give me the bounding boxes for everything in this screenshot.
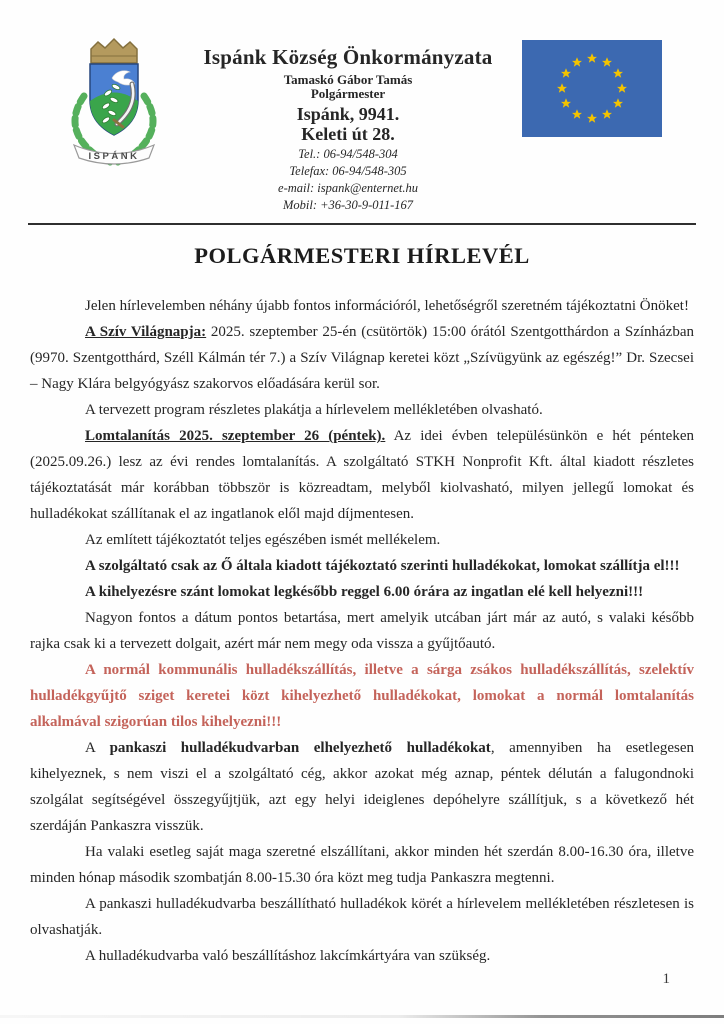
paragraph <box>30 605 694 657</box>
text-run: Jelen hírlevelemben néhány újabb fontos információról, lehetőségről szeretném tájékoztatni Önöket! <box>85 298 689 315</box>
letterhead-text <box>174 34 522 213</box>
paragraph <box>30 579 694 605</box>
text-run: A tervezett program részletes plakátja a hírlevelem mellékletében olvasható. <box>85 402 543 419</box>
eu-flag-graphic <box>522 40 662 137</box>
phone-line: Tel.: 06-94/548-304 <box>298 146 398 161</box>
paragraph <box>30 397 694 423</box>
mobile-line: Mobil: +36-30-9-011-167 <box>282 197 414 212</box>
document-title: POLGÁRMESTERI HÍRLEVÉL <box>194 243 530 269</box>
text-run: Az idei évben településünkön e hét pénteken (2025.09.26.) lesz az évi rendes lomtalanítás. A szolgáltató STKH Nonprofit Kft. által kiadott részletes tájékoztatását már korábban többször is közreadtam, melyből kiolvasható, milyen jellegű lomokat és hulladékokat szállítanak el az ingatlanok elől majd díjmentesen. <box>30 428 694 523</box>
address-city: Ispánk, 9941. <box>296 103 400 124</box>
text-run: , amennyiben ha esetlegesen kihelyeznek, s nem viszi el a szolgáltató cég, akkor azokat még aznap, péntek délután a falugondnoki szolgálat segítségével összegyűjtjük, azt egy helyi ideiglenes depóhelyre szállítjuk, s a következő hét szerdáján Pankaszra visszük. <box>30 740 694 835</box>
coat-of-arms <box>54 34 174 173</box>
paragraph <box>30 423 694 527</box>
eu-flag <box>522 34 662 142</box>
text-run: A hulladékudvarba való beszállításhoz lakcímkártyára van szükség. <box>85 948 491 965</box>
page-number: 1 <box>662 971 670 987</box>
address-street: Keleti út 28. <box>301 123 395 144</box>
letterhead <box>0 0 724 213</box>
text-run: pankaszi hulladékudvarban elhelyezhető hulladékokat <box>109 740 491 757</box>
text-run: A <box>85 740 110 757</box>
paragraph <box>30 891 694 943</box>
paragraph <box>30 839 694 891</box>
paragraph <box>30 735 694 839</box>
mayor-title: Polgármester <box>310 86 386 102</box>
letter-body <box>30 293 694 969</box>
crest-label: ISPÁNK <box>88 151 140 162</box>
header-divider <box>28 223 696 225</box>
paragraph <box>30 293 694 319</box>
organization-name: Ispánk Község Önkormányzata <box>203 45 493 69</box>
fax-line: Telefax: 06-94/548-305 <box>289 163 407 178</box>
paragraph <box>30 943 694 969</box>
text-run: Nagyon fontos a dátum pontos betartása, mert amelyik utcában járt már az autó, s valaki később rajka csak ki a tervezett dolgait, azért már nem megy oda vissza a gyűjtőautó. <box>30 610 694 653</box>
text-run: A normál kommunális hulladékszállítás, illetve a sárga zsákos hulladékszállítás, szelektív hulladékgyűjtő sziget keretei közt kihelyezhető hulladékokat, lomokat a normál lomtalanítás alkalmával szigorúan tilos kihelyezni!!! <box>30 662 694 731</box>
scan-edge-artifact <box>0 1015 724 1018</box>
paragraph <box>30 657 694 735</box>
text-run: Lomtalanítás 2025. szeptember 26 (péntek). <box>85 428 386 445</box>
crown-icon <box>91 39 137 63</box>
text-run: A Szív Világnapja: <box>85 324 207 341</box>
text-run: A szolgáltató csak az Ő általa kiadott tájékoztató szerinti hulladékokat, lomokat szállítja el!!! <box>85 558 680 575</box>
email-line: e-mail: ispank@enternet.hu <box>278 180 418 195</box>
text-run: A kihelyezésre szánt lomokat legkésőbb reggel 6.00 órára az ingatlan elé kell helyezni!!! <box>85 584 644 601</box>
text-run: Ha valaki esetleg saját maga szeretné elszállítani, akkor minden hét szerdán 8.00-16.30 óra, illetve minden hónap második szombatján 8.00-15.30 óra közt meg tudja Pankaszra megtenni. <box>30 844 694 887</box>
paragraph <box>30 553 694 579</box>
mayor-name: Tamaskó Gábor Tamás <box>283 71 413 87</box>
coat-of-arms-graphic <box>54 34 174 168</box>
text-run: Az említett tájékoztatót teljes egészében ismét mellékelem. <box>85 532 441 549</box>
text-run: A pankaszi hulladékudvarba beszállítható hulladékok körét a hírlevelem mellékletében részletesen is olvashatják. <box>30 896 694 939</box>
paragraph <box>30 527 694 553</box>
text-run: 2025. szeptember 25-én (csütörtök) 15:00 órától Szentgotthárdon a Színházban (9970. Szentgotthárd, Széll Kálmán tér 7.) a Szív Világnap keretei közt „Szívügyünk az egészég!” Dr. Szecsei – Nagy Klára belgyógyász szakorvos előadására kerül sor. <box>30 324 694 393</box>
paragraph <box>30 319 694 397</box>
